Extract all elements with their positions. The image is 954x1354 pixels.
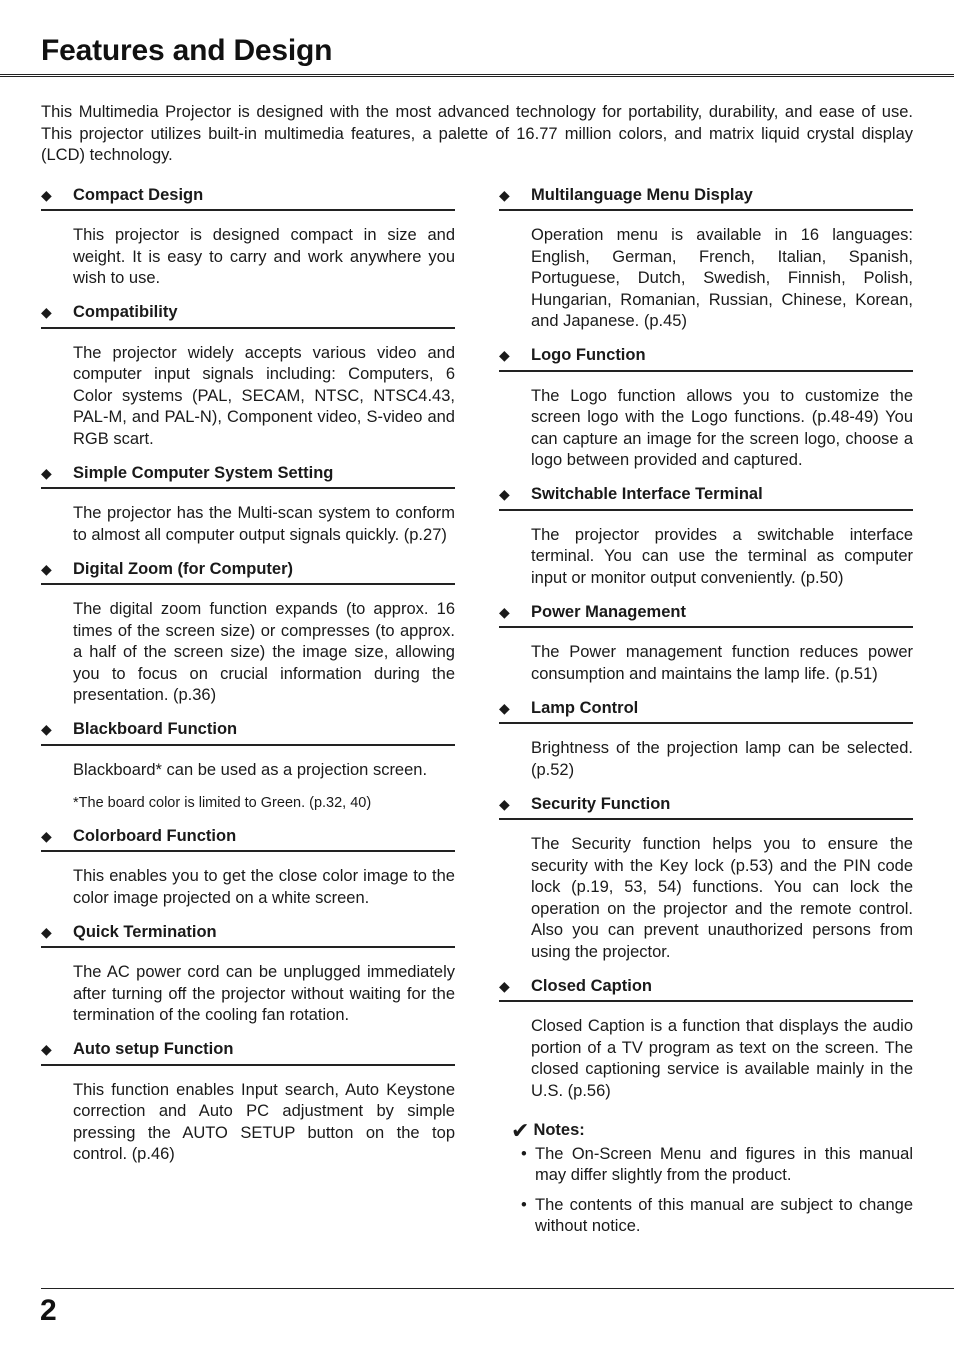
feature-digital-zoom <box>41 558 455 707</box>
diamond-bullet-icon: ◆ <box>499 347 510 363</box>
section-heading <box>499 697 913 724</box>
section-heading <box>41 184 455 211</box>
section-body: The projector has the Multi-scan system to conform to almost all computer output signals quickly. (p.27) <box>73 504 455 544</box>
section-body: Operation menu is available in 16 languages: English, German, French, Italian, Spanish, Portuguese, Dutch, Swedish, Finnish, Polish, Hungarian, Romanian, Russian, Chinese, Korean, and Japanese. (p.45) <box>531 226 913 330</box>
diamond-bullet-icon: ◆ <box>41 186 52 203</box>
section-body: The Logo function allows you to customize the screen logo with the Logo functions. (p.48-49) You can capture an image for the screen logo, choose a logo between provided and captured. <box>531 386 913 469</box>
feature-compact-design <box>41 184 455 290</box>
section-heading <box>41 302 455 329</box>
section-heading <box>41 825 455 852</box>
section-heading-text: Compatibility <box>73 303 178 321</box>
section-heading-text: Closed Caption <box>531 976 653 995</box>
section-heading-text: Blackboard Function <box>73 720 238 738</box>
section-body: This enables you to get the close color image to the color image projected on a white screen. <box>73 867 455 907</box>
feature-colorboard-function <box>41 825 455 909</box>
left-column <box>41 184 455 1178</box>
feature-compatibility <box>41 302 455 451</box>
section-body: The AC power cord can be unplugged immediately after turning off the projector without waiting for the termination of the cooling fan rotation. <box>73 963 455 1024</box>
feature-quick-termination <box>41 921 455 1027</box>
diamond-bullet-icon: ◆ <box>499 603 510 620</box>
section-body: The digital zoom function expands (to approx. 16 times of the screen size) or compresses (to approx. a half of the screen size) the image size, allowing you to focus on crucial information during the presentation. (p.36) <box>73 600 455 704</box>
diamond-bullet-icon: ◆ <box>41 304 52 320</box>
bullet-dot-icon: • <box>521 1144 527 1163</box>
notes-heading-text: Notes: <box>533 1121 585 1139</box>
section-heading-text: Power Management <box>531 602 686 621</box>
diamond-bullet-icon: ◆ <box>41 827 52 844</box>
section-body: The projector provides a switchable interface terminal. You can use the terminal as computer input or monitor output conveniently. (p.50) <box>531 525 913 587</box>
diamond-bullet-icon: ◆ <box>41 923 52 940</box>
section-heading <box>41 558 455 585</box>
diamond-bullet-icon: ◆ <box>499 699 510 716</box>
notes-box <box>511 1117 913 1238</box>
section-footnote: *The board color is limited to Green. (p.32, 40) <box>73 795 372 811</box>
section-heading <box>499 601 913 628</box>
feature-closed-caption <box>499 975 913 1102</box>
section-body: Closed Caption is a function that displays the audio portion of a TV program as text on the screen. The closed captioning service is available mainly in the U.S. (p.56) <box>531 1017 913 1100</box>
feature-simple-computer-system-setting <box>41 462 455 546</box>
note-text: The contents of this manual are subject to change without notice. <box>535 1195 913 1235</box>
section-heading-text: Digital Zoom (for Computer) <box>73 559 293 578</box>
notes-heading <box>511 1117 913 1143</box>
diamond-bullet-icon: ◆ <box>41 560 52 577</box>
feature-security-function <box>499 793 913 963</box>
section-heading <box>499 793 913 820</box>
section-heading-text: Colorboard Function <box>73 826 237 845</box>
feature-blackboard-function <box>41 719 455 814</box>
page-title: Features and Design <box>41 34 333 67</box>
diamond-bullet-icon: ◆ <box>41 721 52 737</box>
diamond-bullet-icon: ◆ <box>41 1041 52 1057</box>
section-heading <box>499 484 913 511</box>
feature-multilanguage-menu-display <box>499 184 913 333</box>
section-heading-text: Security Function <box>531 794 671 813</box>
section-heading-text: Logo Function <box>531 346 646 364</box>
section-body: This projector is designed compact in size and weight. It is easy to carry and work anywhere you wish to use. <box>73 226 455 287</box>
feature-logo-function <box>499 345 913 472</box>
section-heading-text: Multilanguage Menu Display <box>531 185 753 204</box>
bullet-dot-icon: • <box>521 1195 527 1214</box>
section-heading <box>41 462 455 489</box>
section-heading <box>41 719 455 746</box>
section-heading <box>499 975 913 1002</box>
feature-power-management <box>499 601 913 685</box>
note-item <box>511 1195 913 1238</box>
intro-paragraph: This Multimedia Projector is designed with the most advanced technology for portability, durability, and ease of use. This projector utilizes built-in multimedia features, a palette of 16.77 million colors, and matrix liquid crystal display (LCD) technology. <box>41 103 913 164</box>
page-number: 2 <box>40 1294 57 1327</box>
title-divider <box>0 74 954 77</box>
section-body: Blackboard* can be used as a projection screen. <box>73 760 428 779</box>
note-item <box>511 1144 913 1187</box>
section-heading <box>499 345 913 372</box>
right-column <box>499 184 913 1246</box>
section-heading-text: Switchable Interface Terminal <box>531 485 763 503</box>
section-heading-text: Compact Design <box>73 185 204 204</box>
checkmark-icon: ✔ <box>511 1117 530 1143</box>
diamond-bullet-icon: ◆ <box>499 486 510 502</box>
section-heading <box>41 1039 455 1066</box>
section-heading-text: Lamp Control <box>531 698 639 717</box>
section-body: The projector widely accepts various video and computer input signals including: Computers, 6 Color systems (PAL, SECAM, NTSC, NTSC4.43, PAL-M, and PAL-N), Component video, S-video and RGB scart. <box>73 343 455 448</box>
diamond-bullet-icon: ◆ <box>499 977 510 994</box>
diamond-bullet-icon: ◆ <box>41 464 52 481</box>
section-heading-text: Simple Computer System Setting <box>73 463 334 482</box>
section-heading-text: Auto setup Function <box>73 1040 234 1058</box>
feature-lamp-control <box>499 697 913 781</box>
section-body: Brightness of the projection lamp can be selected. (p.52) <box>531 739 913 779</box>
feature-auto-setup-function <box>41 1039 455 1166</box>
note-text: The On-Screen Menu and figures in this manual may differ slightly from the product. <box>535 1144 913 1184</box>
diamond-bullet-icon: ◆ <box>499 795 510 812</box>
feature-switchable-interface-terminal <box>499 484 913 590</box>
section-heading-text: Quick Termination <box>73 922 217 941</box>
section-body: This function enables Input search, Auto Keystone correction and Auto PC adjustment by simple pressing the AUTO SETUP button on the top control. (p.46) <box>73 1080 455 1163</box>
section-heading <box>499 184 913 211</box>
footer-divider <box>41 1288 954 1289</box>
section-heading <box>41 921 455 948</box>
diamond-bullet-icon: ◆ <box>499 186 510 203</box>
section-body: The Power management function reduces power consumption and maintains the lamp life. (p.51) <box>531 643 913 683</box>
section-body: The Security function helps you to ensure the security with the Key lock (p.53) and the PIN code lock (p.19, 53, 54) functions. You can lock the operation on the projector and the remote control. Also you can prevent unauthorized persons from using the projector. <box>531 835 913 961</box>
